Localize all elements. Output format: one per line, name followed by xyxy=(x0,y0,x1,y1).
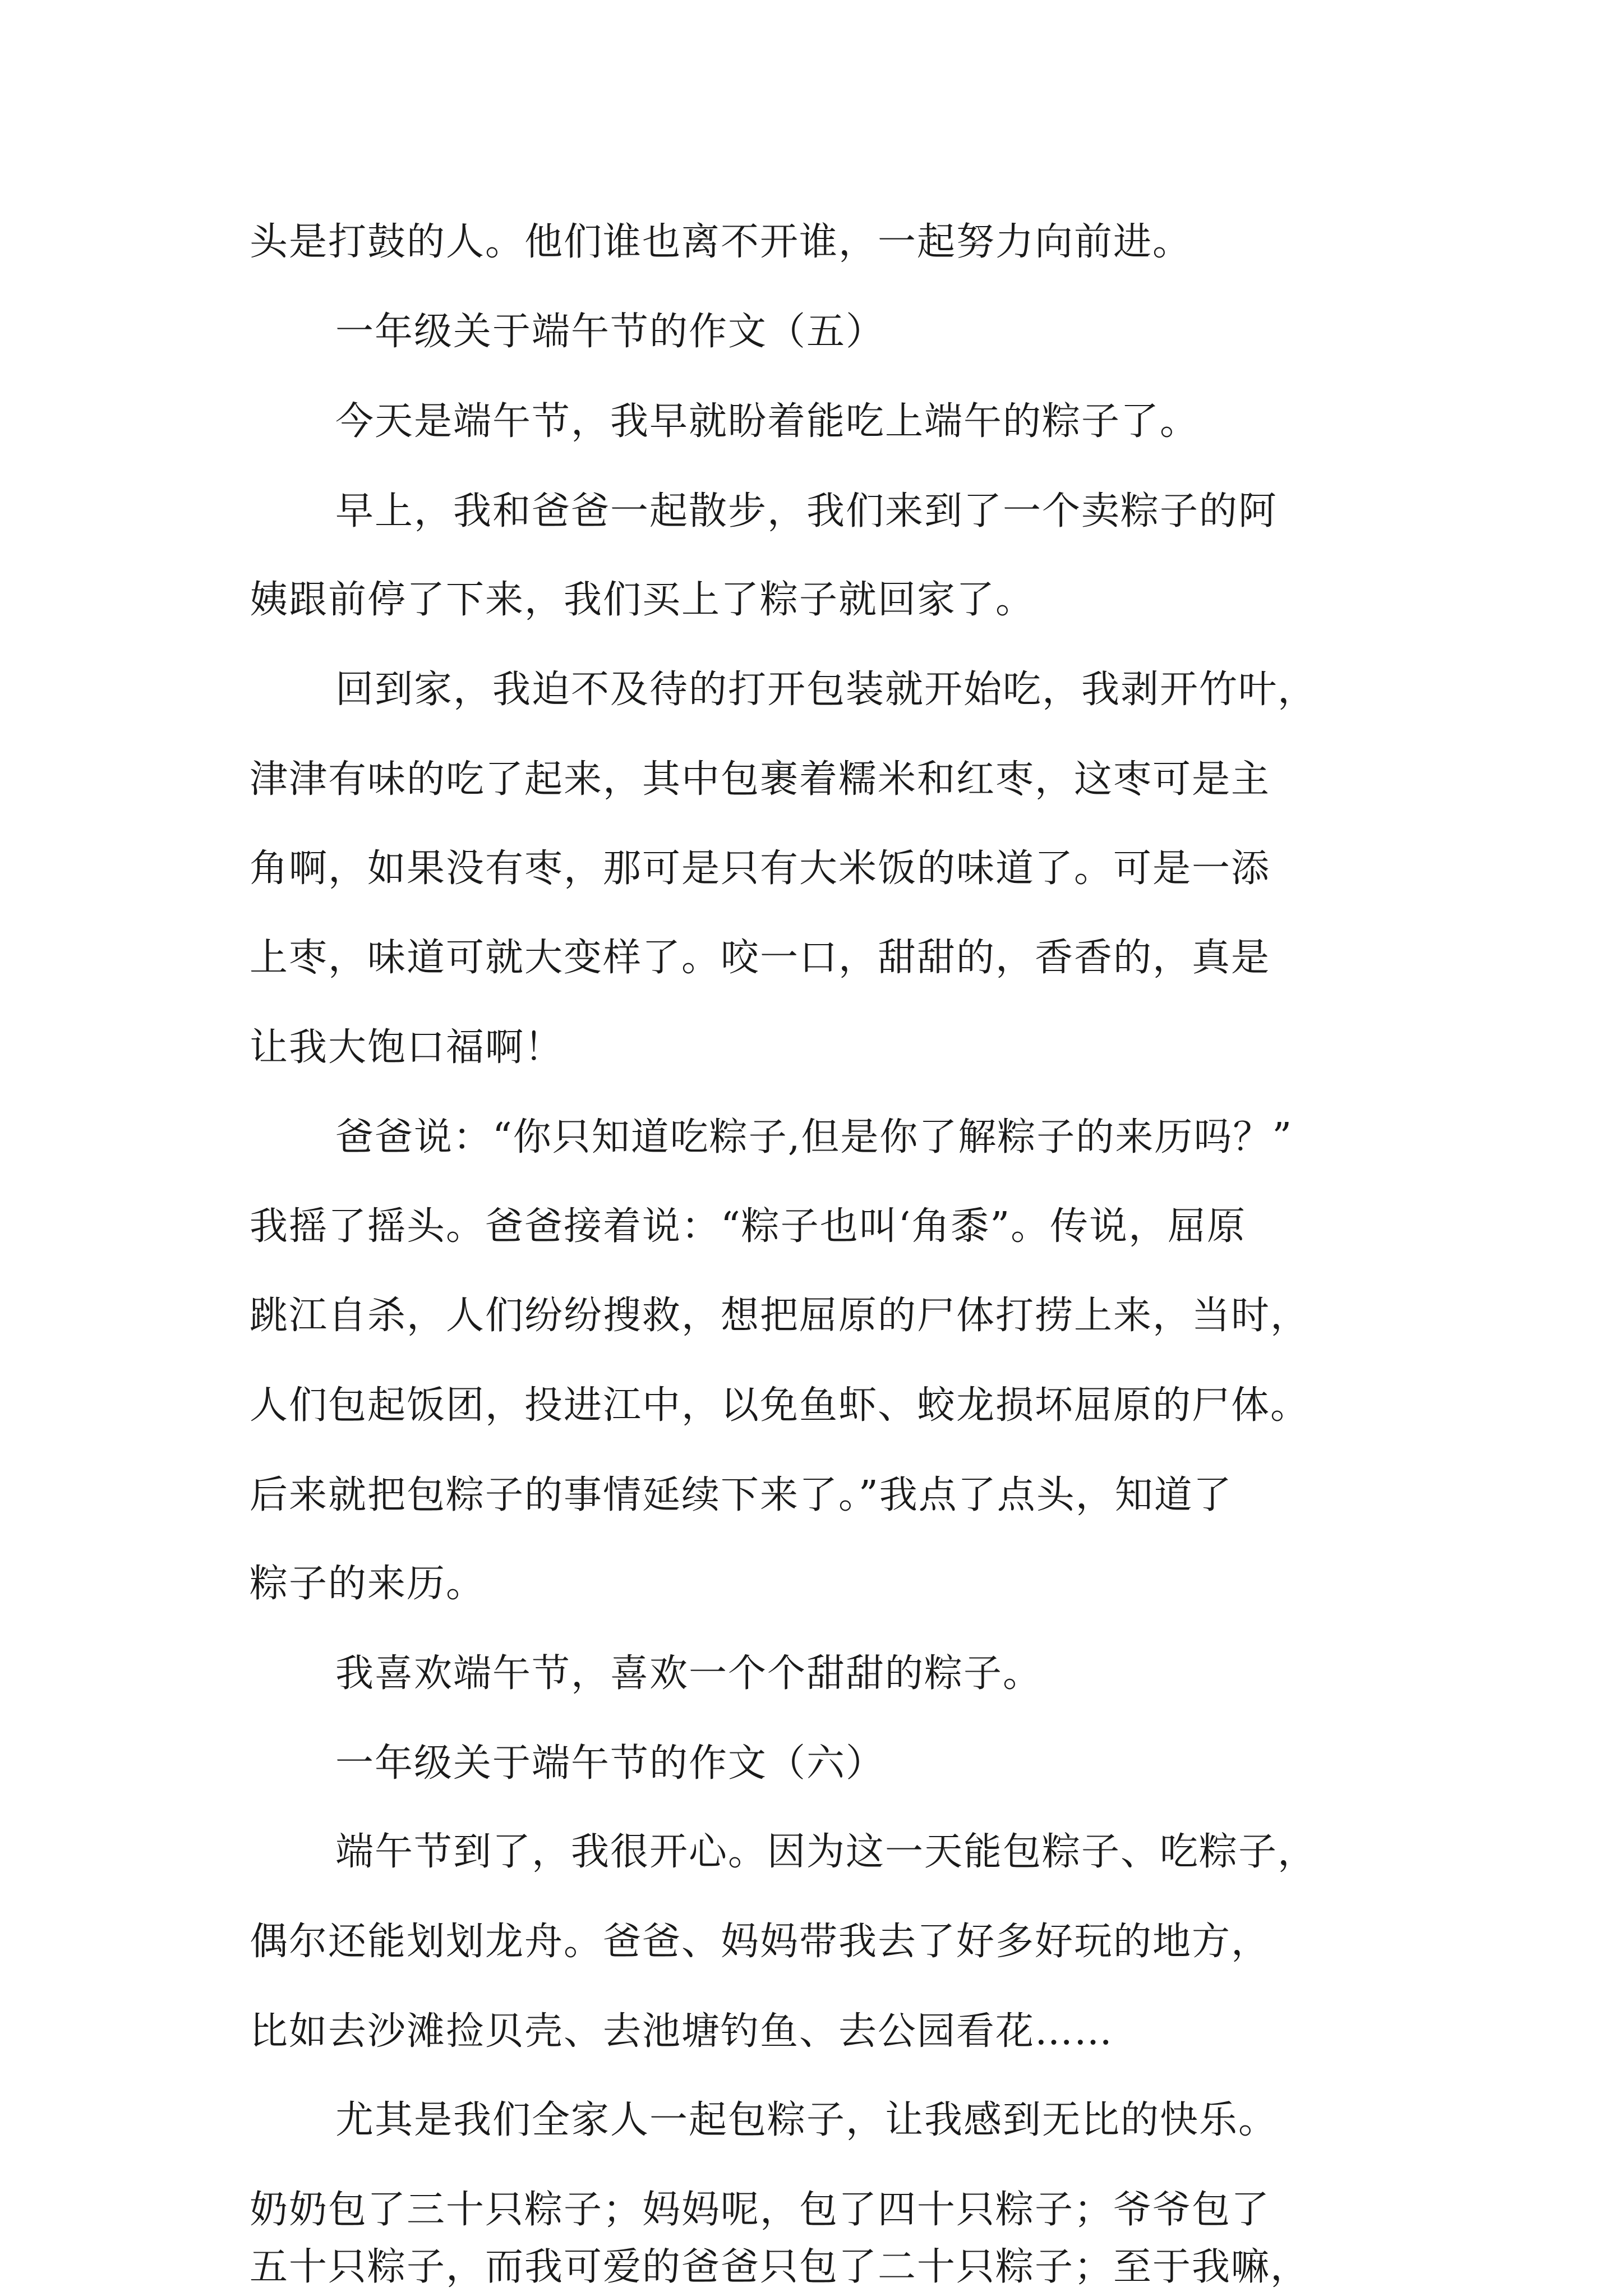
text-line: 尤其是我们全家人一起包粽子，让我感到无比的快乐。 xyxy=(335,2098,1278,2142)
text-line: 我喜欢端午节，喜欢一个个甜甜的粽子。 xyxy=(335,1651,1043,1696)
text-line: 后来就把包粽子的事情延续下来了。”我点了点头，知道了 xyxy=(250,1473,1233,1517)
section-heading: 一年级关于端午节的作文（五） xyxy=(335,310,886,354)
text-line: 头是打鼓的人。他们谁也离不开谁，一起努力向前进。 xyxy=(250,220,1192,264)
text-line: 津津有味的吃了起来，其中包裹着糯米和红枣，这枣可是主 xyxy=(250,757,1271,802)
section-heading: 一年级关于端午节的作文（六） xyxy=(335,1741,886,1786)
text-line: 我摇了摇头。爸爸接着说：“粽子也叫‘角黍”。传说，屈原 xyxy=(250,1204,1247,1249)
text-line: 让我大饱口福啊！ xyxy=(250,1025,564,1070)
text-line: 姨跟前停了下来，我们买上了粽子就回家了。 xyxy=(250,578,1035,622)
text-line: 五十只粽子，而我可爱的爸爸只包了二十只粽子；至于我嘛， xyxy=(250,2245,1310,2289)
text-line: 早上，我和爸爸一起散步，我们来到了一个卖粽子的阿 xyxy=(335,489,1278,533)
text-line: 跳江自杀，人们纷纷搜救，想把屈原的尸体打捞上来，当时， xyxy=(250,1294,1310,1338)
text-line: 角啊，如果没有枣，那可是只有大米饭的味道了。可是一添 xyxy=(250,846,1271,891)
text-line: 回到家，我迫不及待的打开包装就开始吃，我剥开竹叶， xyxy=(335,668,1317,712)
text-line: 爸爸说：“你只知道吃粽子,但是你了解粽子的来历吗？” xyxy=(335,1115,1293,1159)
text-line: 粽子的来历。 xyxy=(250,1562,486,1606)
text-line: 今天是端午节，我早就盼着能吃上端午的粽子了。 xyxy=(335,399,1200,444)
text-line: 端午节到了，我很开心。因为这一天能包粽子、吃粽子， xyxy=(335,1830,1317,1874)
text-line: 上枣，味道可就大变样了。咬一口，甜甜的，香香的，真是 xyxy=(250,936,1271,980)
text-line: 比如去沙滩捡贝壳、去池塘钓鱼、去公园看花…… xyxy=(250,2009,1114,2054)
text-line: 奶奶包了三十只粽子；妈妈呢，包了四十只粽子；爷爷包了 xyxy=(250,2188,1271,2232)
text-line: 偶尔还能划划龙舟。爸爸、妈妈带我去了好多好玩的地方， xyxy=(250,1920,1271,1964)
text-line: 人们包起饭团，投进江中，以免鱼虾、蛟龙损坏屈原的尸体。 xyxy=(250,1383,1310,1428)
